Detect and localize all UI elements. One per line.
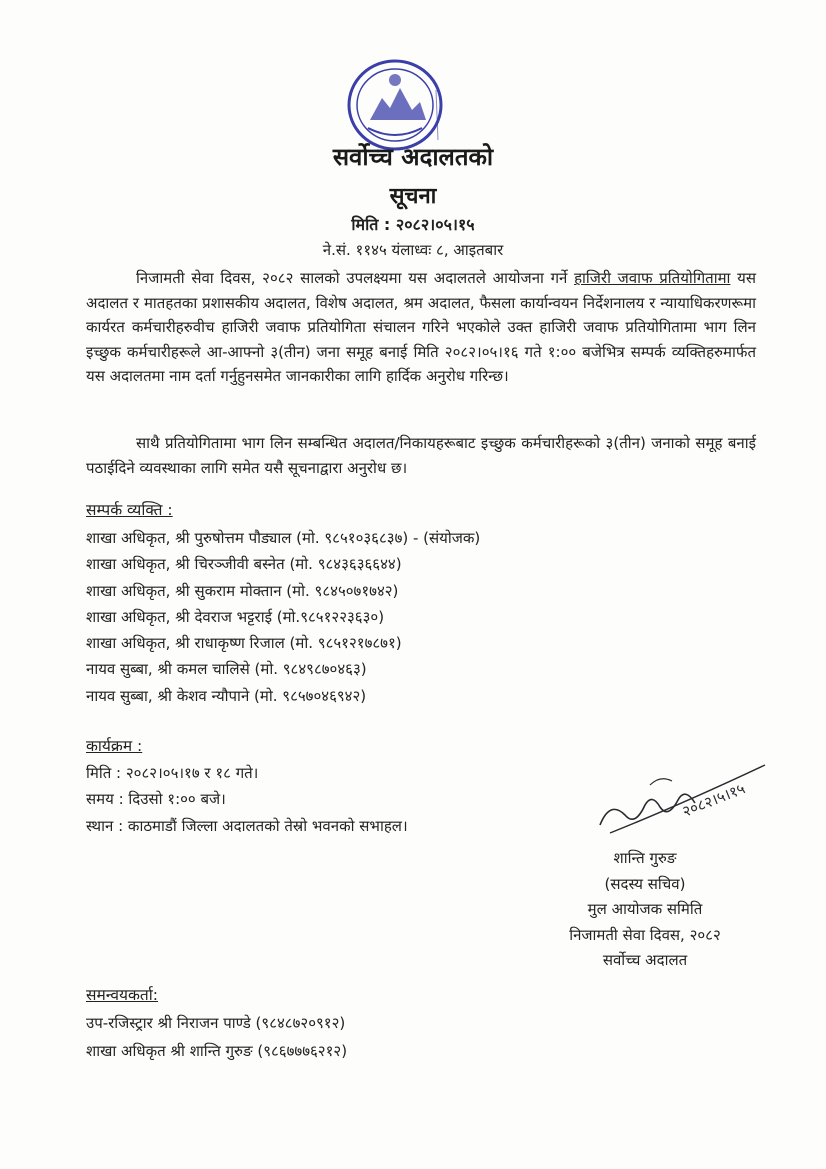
signatory-committee: मुल आयोजक समिति: [587, 900, 703, 918]
program-time: समय : दिउसो १:०० बजे।: [86, 790, 226, 809]
coordinators-list: [86, 1009, 347, 1065]
signatory-block: [540, 846, 750, 974]
program-heading: कार्यक्रम :: [86, 737, 143, 755]
notice-date: मिति : २०८२।०५।१५: [351, 215, 475, 234]
program-venue: स्थान : काठमाडौं जिल्ला अदालतको तेस्रो भवनको सभाहल।: [86, 816, 408, 835]
program-details: [86, 760, 408, 839]
list-item: शाखा अधिकृत, श्री चिरञ्जीवी बस्नेत (मो. ९८४३६३६६४४): [86, 555, 402, 574]
list-item: शाखा अधिकृत, श्री पुरुषोत्तम पौड्याल (मो. ९८५१०३६८३७) - (संयोजक): [86, 529, 481, 547]
list-item: शाखा अधिकृत, श्री सुकराम मोक्तान (मो. ९८४५०७१७४२): [86, 581, 399, 600]
list-item: नायव सुब्बा, श्री केशव न्यौपाने (मो. ९८५७०४६९४२): [86, 686, 367, 705]
page-title: सर्वोच्च अदालतको: [332, 143, 494, 171]
handwritten-signature: [590, 745, 780, 845]
program-date: मिति : २०८२।०५।१७ र १८ गते।: [86, 764, 259, 782]
list-item: नायव सुब्बा, श्री कमल चालिसे (मो. ९८४९८७०४६३): [86, 660, 367, 679]
p1-text-a: निजामती सेवा दिवस, २०८२ सालको उपलक्ष्यमा यस अदालतले आयोजना गर्ने: [136, 269, 575, 287]
list-item: शाखा अधिकृत, श्री देवराज भट्टराई (मो.९८५१२२३६३०): [86, 607, 385, 626]
nepal-sambat-date: ने.सं. ११४५ यंलाध्वः ८, आइतबार: [322, 241, 504, 259]
notice-paragraph-1: [86, 266, 756, 389]
p1-text-b: यस अदालत र मातहतका प्रशासकीय अदालत, विशेष अदालत, श्रम अदालत, फैसला कार्यान्वयन निर्देशनालय र न्यायाधिकरणरूमा कार्यरत कर्मचारीहरुवीच हाजिरी जवाफ प्रतियोगिता संचालन गरिने भएकोले उक्त हाजिरी जवाफ प्रतियोगितामा भाग लिन इच्छुक कर्मचारीहरूले आ-आफ्नो ३(तीन) जना समूह बनाई मिति २०८२।०५।१६ गते १:०० बजेभित्र सम्पर्क व्यक्तिहरुमार्फत यस अदालतमा नाम दर्ता गर्नुहुनसमेत जानकारीका लागि हार्दिक अनुरोध गरिन्छ।: [86, 269, 756, 385]
contacts-list: [86, 525, 480, 709]
list-item: शाखा अधिकृत, श्री राधाकृष्ण रिजाल (मो. ९८५१२१७८७१): [86, 634, 402, 653]
notice-paragraph-2: साथै प्रतियोगितामा भाग लिन सम्बन्धित अदालत/निकायहरूबाट इच्छुक कर्मचारीहरूको ३(तीन) जनाको समूह बनाई पठाईदिने व्यवस्थाका लागि समेत यसै सूचनाद्वारा अनुरोध छ।: [86, 434, 756, 477]
signatory-office: सर्वोच्च अदालत: [602, 951, 688, 969]
list-item: शाखा अधिकृत श्री शान्ति गुरुङ (९८६७७७६२१२): [86, 1042, 348, 1060]
p1-underlined-text: हाजिरी जवाफ प्रतियोगितामा: [574, 269, 731, 287]
signature-date: २०८२।५।१५: [679, 779, 748, 821]
notice-heading: सूचना: [389, 184, 437, 209]
coordinators-heading: समन्वयकर्ता:: [86, 986, 158, 1004]
signatory-role: (सदस्य सचिव): [604, 874, 686, 893]
signatory-event: निजामती सेवा दिवस, २०८२: [569, 925, 721, 944]
list-item: उप-रजिस्ट्रार श्री निराजन पाण्डे (९८४८७२०९१२): [86, 1014, 346, 1032]
signatory-name: शान्ति गुरुङ: [613, 849, 677, 867]
contacts-heading: सम्पर्क व्यक्ति :: [86, 501, 173, 519]
